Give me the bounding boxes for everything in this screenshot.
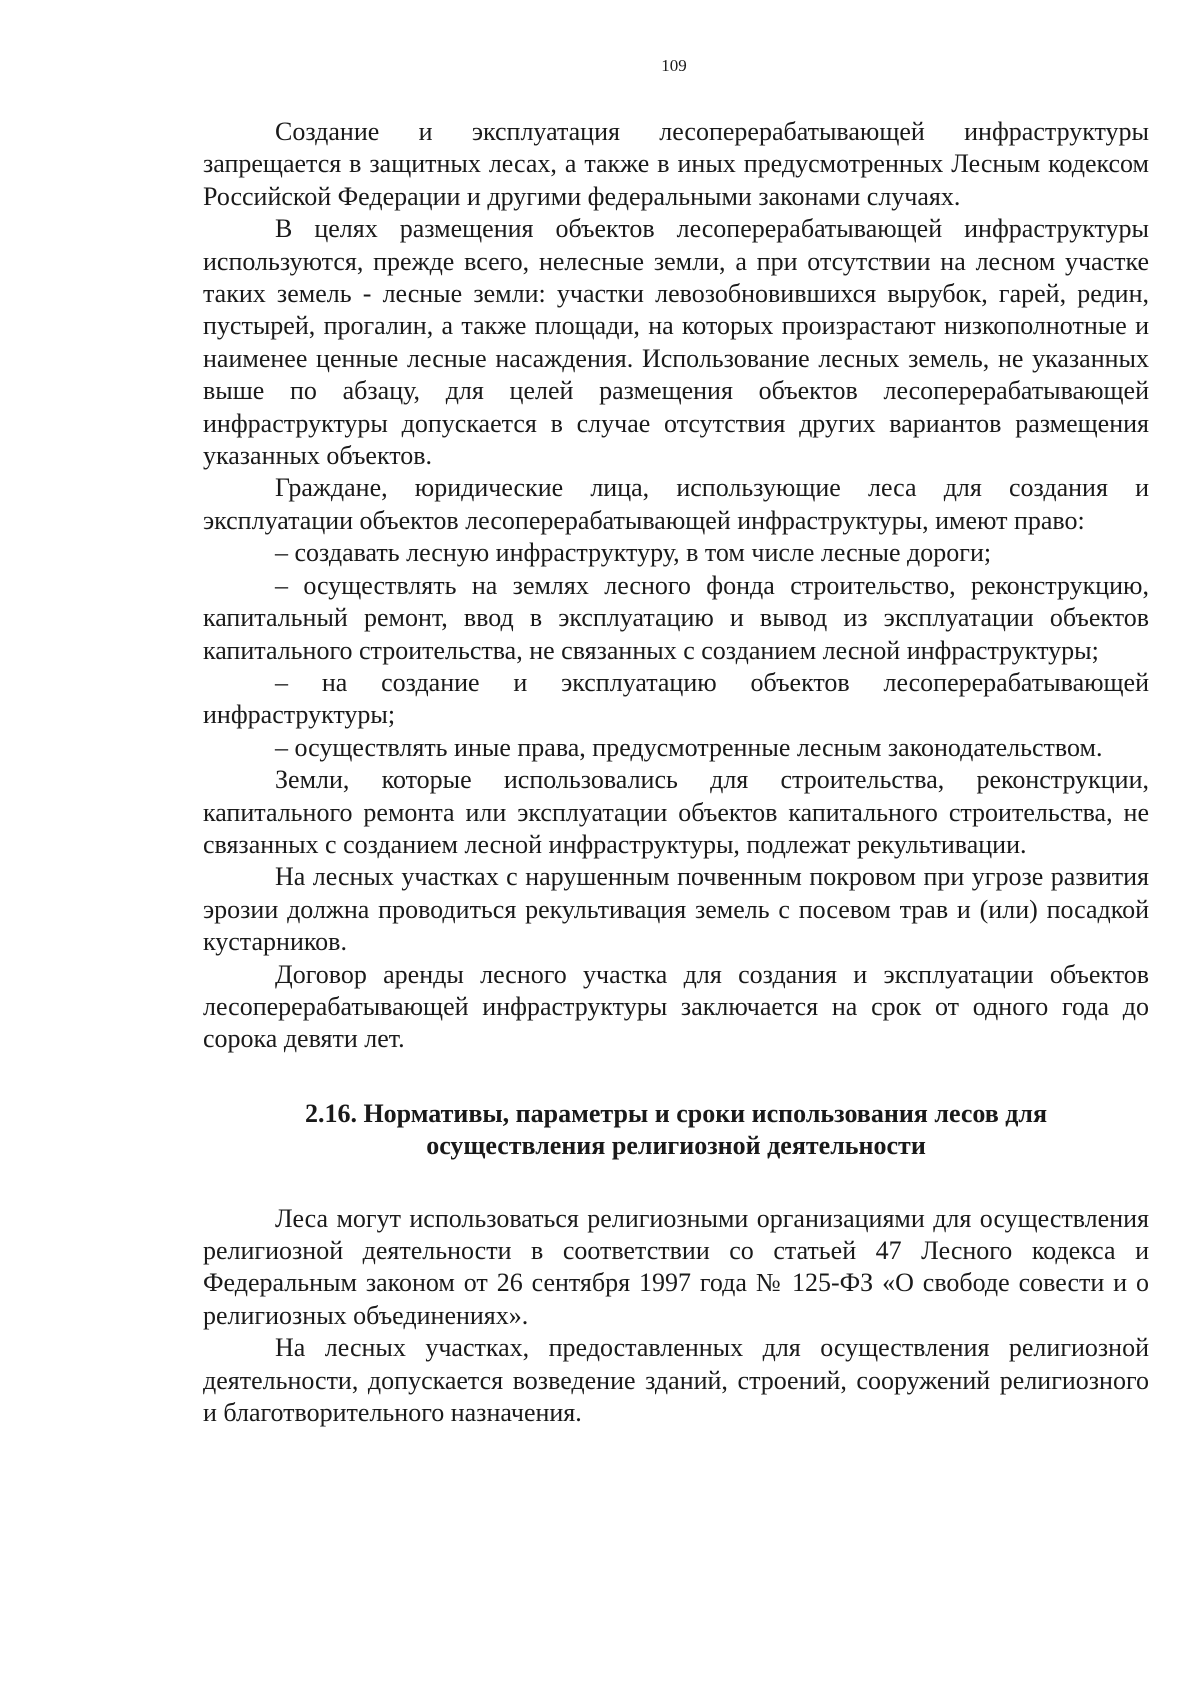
paragraph-erosion: На лесных участках с нарушенным почвенным покровом при угрозе развития эрозии должна проводиться рекультивация земель с посевом трав и (или) посадкой кустарников. [203, 862, 1149, 957]
list-dash: – [275, 667, 288, 697]
paragraph-rights-intro: Граждане, юридические лица, использующие леса для создания и эксплуатации объектов лесоперерабатывающей инфраструктуры, имеют право: [203, 473, 1149, 535]
document-body [203, 116, 1149, 1429]
list-dash: – [275, 732, 288, 762]
list-item-right [203, 570, 1149, 667]
list-item-text: создавать лесную инфраструктуру, в том числе лесные дороги; [294, 538, 992, 568]
paragraph-religious-use: Леса могут использоваться религиозными организациями для осуществления религиозной деятельности в соответствии со статьей 47 Лесного кодекса и Федеральным законом от 26 сентября 1997 года № 125-ФЗ «О свободе совести и о религиозных объединениях». [203, 1203, 1149, 1330]
page-number: 109 [661, 56, 687, 75]
section-heading [203, 1098, 1149, 1163]
list-dash: – [275, 538, 288, 568]
paragraph-land-reclamation: Земли, которые использовались для строительства, реконструкции, капитального ремонта или эксплуатации объектов капитального строительства, не связанных с созданием лесной инфраструктуры, подлежат рекультивации. [203, 765, 1149, 859]
list-dash: – [275, 570, 288, 600]
paragraph-lease-term: Договор аренды лесного участка для создания и эксплуатации объектов лесоперерабатывающей инфраструктуры заключается на срок от одного года до сорока девяти лет. [203, 959, 1149, 1054]
list-item-right [203, 667, 1149, 732]
list-item-right [203, 537, 1149, 569]
section-heading-line-2: осуществления религиозной деятельности [426, 1131, 926, 1161]
list-item-right [203, 732, 1149, 764]
list-item-text: на создание и эксплуатацию объектов лесоперерабатывающей инфраструктуры; [203, 667, 1150, 730]
paragraph-infrastructure-prohibition: Создание и эксплуатация лесоперерабатывающей инфраструктуры запрещается в защитных лесах, а также в иных предусмотренных Лесным кодексом Российской Федерации и другими федеральными законами случаях. [203, 117, 1149, 211]
list-item-text: осуществлять иные права, предусмотренные лесным законодательством. [294, 732, 1103, 762]
list-item-text: осуществлять на землях лесного фонда строительство, реконструкцию, капитальный ремонт, ввод в эксплуатацию и вывод из эксплуатации объектов капитального строительства, не связанных с созданием лесной инфраструктуры; [203, 570, 1149, 665]
section-heading-line-1: 2.16. Нормативы, параметры и сроки использования лесов для [304, 1098, 1048, 1128]
paragraph-land-placement: В целях размещения объектов лесоперерабатывающей инфраструктуры используются, прежде всего, нелесные земли, а при отсутствии на лесном участке таких земель - лесные земли: участки левозобновившихся вырубок, гарей, редин, пустырей, прогалин, а также площади, на которых произрастают низкополнотные и наименее ценные лесные насаждения. Использование лесных земель, не указанных выше по абзацу, для целей размещения объектов лесоперерабатывающей инфраструктуры допускается в случае отсутствия других вариантов размещения указанных объектов. [203, 214, 1149, 471]
paragraph-religious-buildings: На лесных участках, предоставленных для осуществления религиозной деятельности, допускается возведение зданий, строений, сооружений религиозного и благотворительного назначения. [203, 1333, 1149, 1428]
